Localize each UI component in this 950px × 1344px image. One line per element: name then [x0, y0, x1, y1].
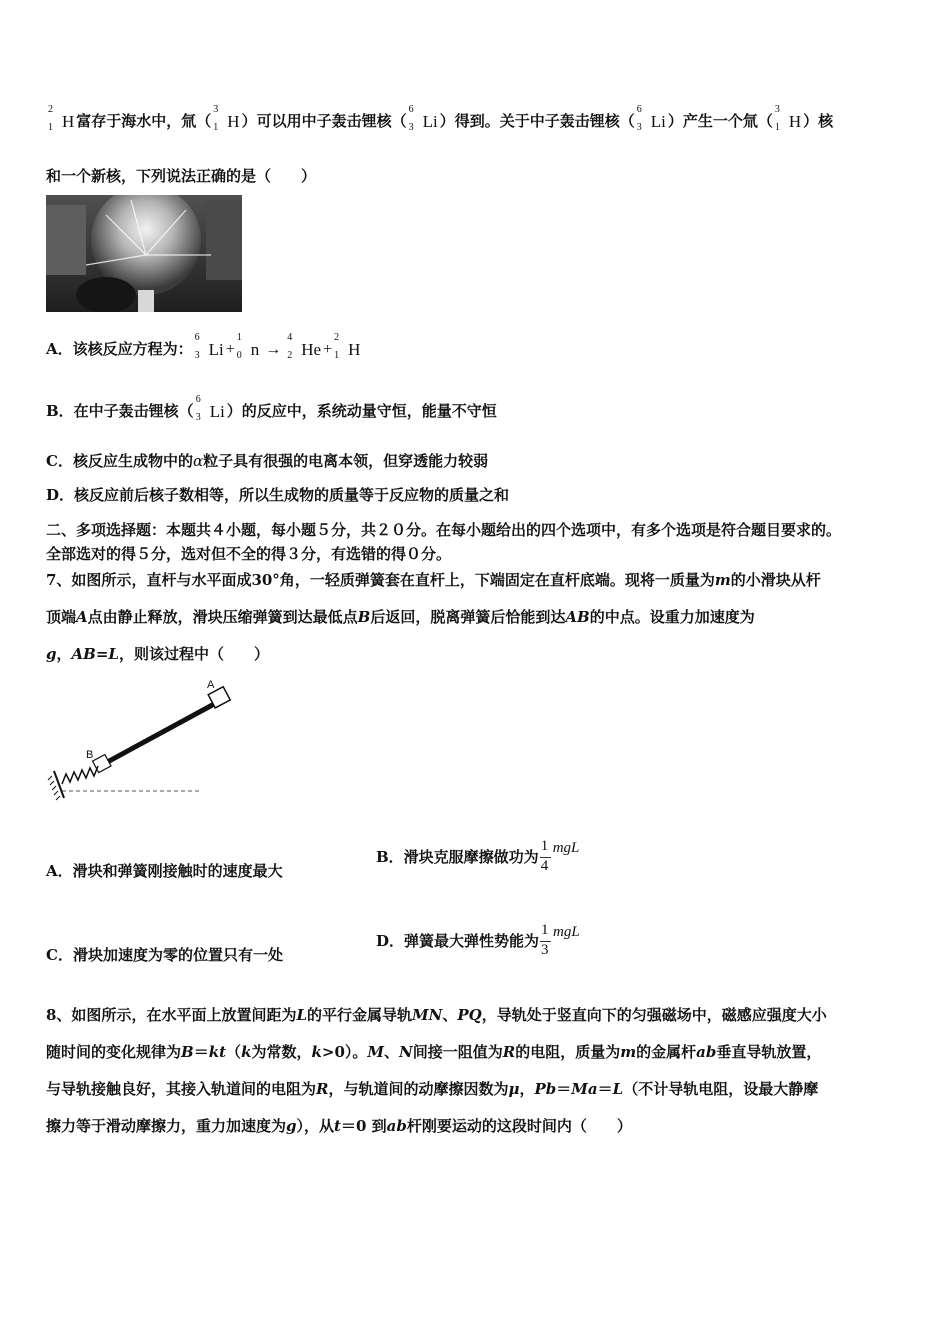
- tritium-symbol: 3 1 H: [774, 104, 802, 133]
- section2-header-line2: 全部选对的得５分，选对但不全的得３分，有选错的得０分。: [46, 545, 452, 563]
- q7-stem-line3: g，AB=L，则该过程中（ ）: [46, 645, 269, 663]
- deuterium-symbol: 2 1 H: [334, 332, 361, 361]
- q6-stem-line1: 2 1 H 富存于海水中，氚（ 3 1 H ）可以用中子轰击锂核（ 6 3 Li ）得到。关于中子轰击锂核（ 6 3 Li ）产生一个氚（ 3 1 H ）核: [48, 104, 834, 133]
- q7-option-c[interactable]: C．滑块加速度为零的位置只有一处: [46, 946, 283, 964]
- fraction-one-quarter: $\frac{1}{4}$: [539, 838, 553, 878]
- q7-option-d[interactable]: D．弹簧最大弹性势能为 $\frac{1}{3}$ mgL: [376, 922, 580, 962]
- q7-stem-line1: 7、如图所示，直杆与水平面成30°角，一轻质弹簧套在直杆上，下端固定在直杆底端。现将一质量为m的小滑块从杆: [46, 571, 821, 589]
- rod: [100, 703, 216, 766]
- q8-stem-line1: 8、如图所示，在水平面上放置间距为L的平行金属导轨MN、PQ，导轨处于竖直向下的匀强磁场中，磁感应强度大小: [46, 1006, 827, 1024]
- q6-option-a[interactable]: A．该核反应方程为： 6 3 Li + 1 0 n → 4 2 He + 2 1 H: [46, 332, 361, 361]
- q8-stem-line4: 擦力等于滑动摩擦力，重力加速度为g），从t＝0 到ab杆刚要运动的这段时间内（ ）: [46, 1117, 632, 1135]
- q6-option-c[interactable]: C．核反应生成物中的α粒子具有很强的电离本领，但穿透能力较弱: [46, 452, 489, 470]
- spring: [62, 766, 98, 784]
- q7-option-a[interactable]: A．滑块和弹簧刚接触时的速度最大: [46, 862, 283, 880]
- q6-stem-line2: 和一个新核，下列说法正确的是（ ）: [46, 167, 317, 185]
- q6-option-d[interactable]: D．核反应前后核子数相等，所以生成物的质量等于反应物的质量之和: [46, 486, 510, 504]
- lithium-symbol: 6 3 Li: [194, 332, 224, 361]
- deuterium-symbol: 2 1 H: [48, 104, 75, 133]
- neutron-symbol: 1 0 n: [236, 332, 260, 361]
- incline-rod-figure: [40, 676, 240, 806]
- q8-stem-line2: 随时间的变化规律为B＝kt（k为常数，k>0）。M、N间接一阻值为R的电阻，质量为m的金属杆ab垂直导轨放置，: [46, 1043, 822, 1061]
- q7-option-b[interactable]: B．滑块克服摩擦做功为 $\frac{1}{4}$ mgL: [376, 838, 579, 878]
- fraction-one-third: $\frac{1}{3}$: [539, 922, 553, 962]
- tritium-symbol: 3 1 H: [213, 104, 240, 133]
- section2-header-line1: 二、多项选择题：本题共４小题，每小题５分，共２０分。在每小题给出的四个选项中，有多个选项是符合题目要求的。: [46, 521, 842, 539]
- q7-stem-line2: 顶端A点由静止释放，滑块压缩弹簧到达最低点B后返回，脱离弹簧后恰能到达AB的中点。设重力加速度为: [46, 608, 755, 626]
- label-a: A: [207, 679, 215, 691]
- helium-symbol: 4 2 He: [287, 332, 322, 361]
- label-b: B: [86, 749, 94, 761]
- lithium-symbol: 6 3 Li: [636, 104, 666, 133]
- q6-option-b[interactable]: B．在中子轰击锂核（ 6 3 Li ）的反应中，系统动量守恒，能量不守恒: [46, 394, 497, 423]
- lithium-symbol: 6 3 Li: [408, 104, 438, 133]
- q8-stem-line3: 与导轨接触良好，其接入轨道间的电阻为R，与轨道间的动摩擦因数为μ，Pb＝Ma＝L（不计导轨电阻，设最大静摩: [46, 1080, 819, 1098]
- plasma-ball-photo: [46, 195, 242, 312]
- lithium-symbol: 6 3 Li: [195, 394, 225, 423]
- slider-b: [93, 755, 111, 773]
